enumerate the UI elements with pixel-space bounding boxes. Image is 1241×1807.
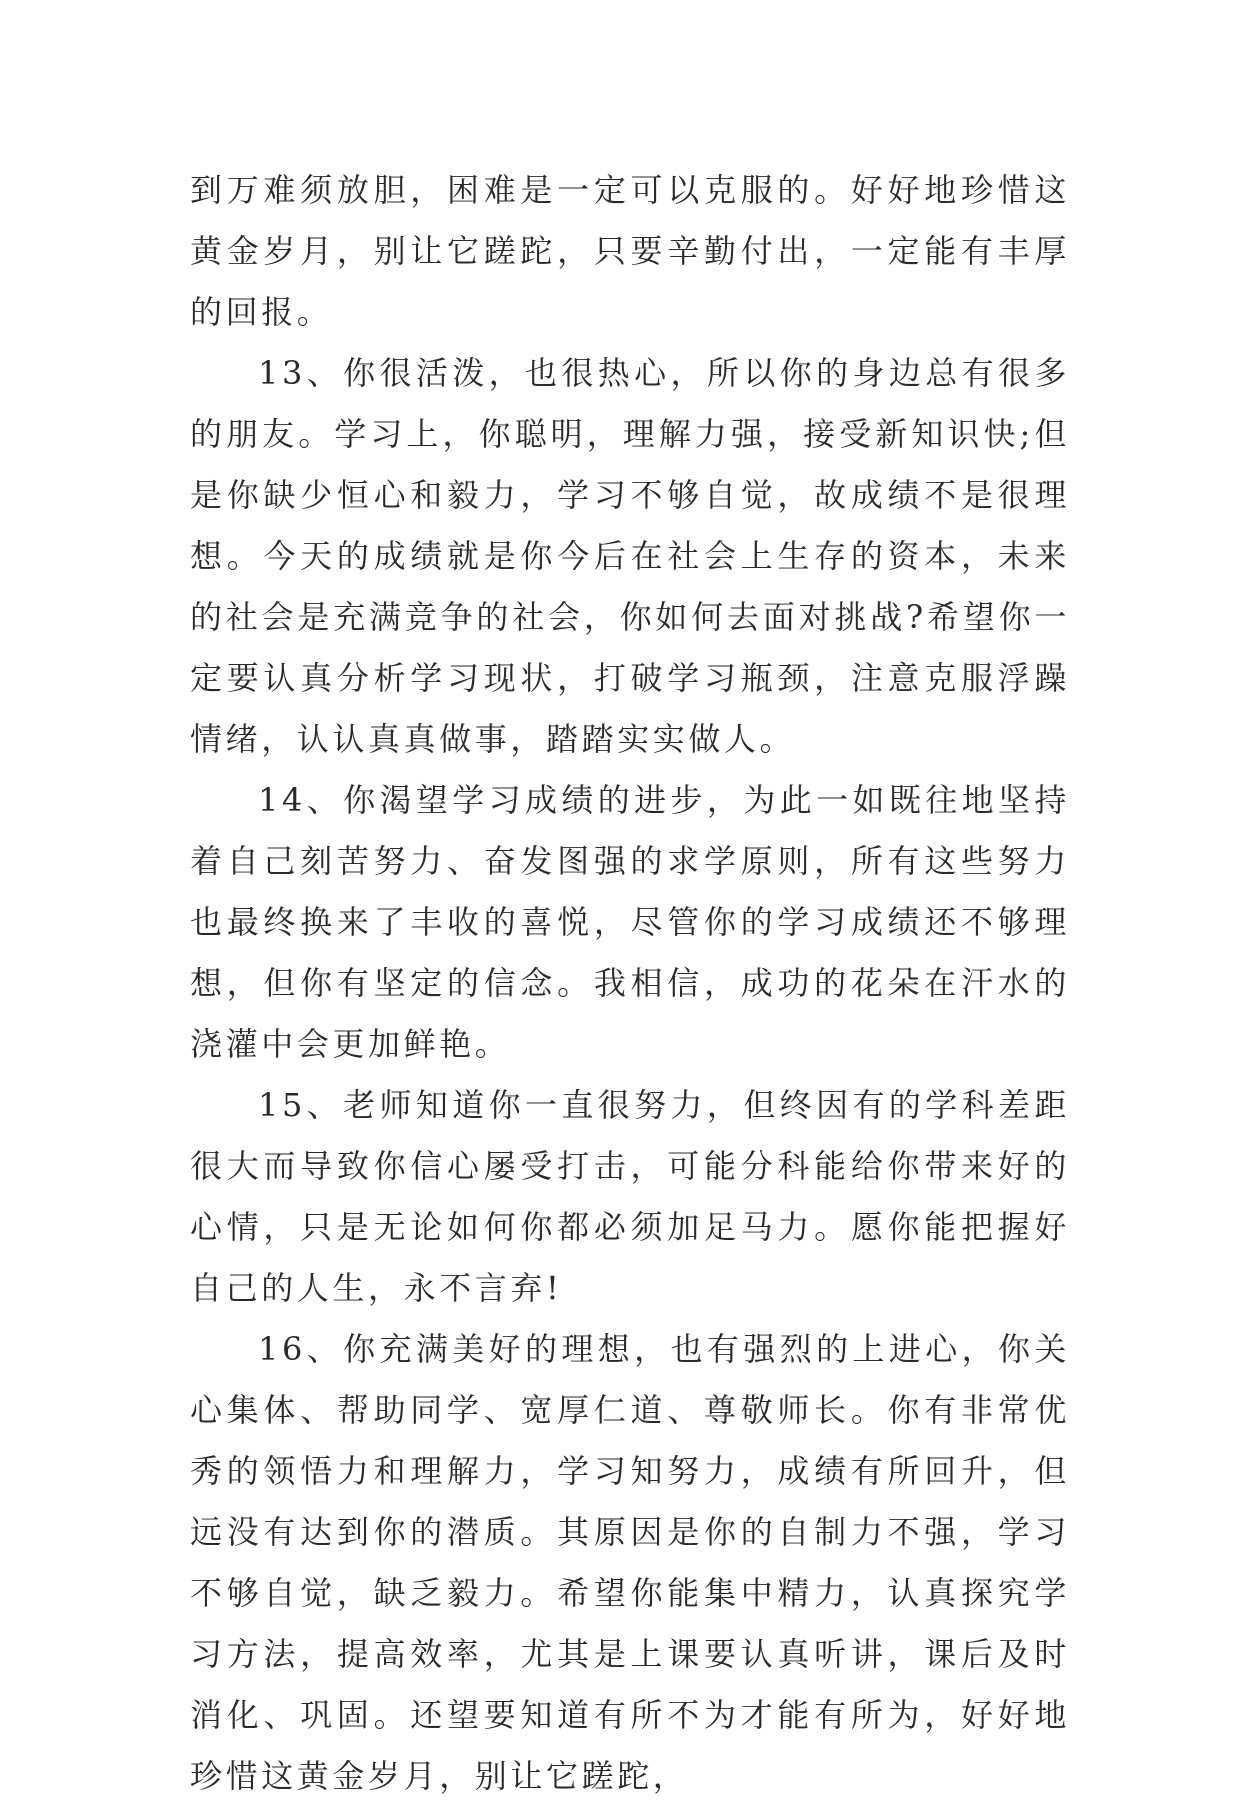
document-body — [190, 160, 1070, 1807]
paragraph-12-continued: 到万难须放胆，困难是一定可以克服的。好好地珍惜这黄金岁月，别让它蹉跎，只要辛勤付出，一定能有丰厚的回报。 — [190, 171, 1070, 331]
paragraph-14: 14、你渴望学习成绩的进步，为此一如既往地坚持着自己刻苦努力、奋发图强的求学原则，所有这些努力也最终换来了丰收的喜悦，尽管你的学习成绩还不够理想，但你有坚定的信念。我相信，成功的花朵在汗水的浇灌中会更加鲜艳。 — [190, 781, 1070, 1063]
paragraph-16: 16、你充满美好的理想，也有强烈的上进心，你关心集体、帮助同学、宽厚仁道、尊敬师长。你有非常优秀的领悟力和理解力，学习知努力，成绩有所回升，但远没有达到你的潜质。其原因是你的自制力不强，学习不够自觉，缺乏毅力。希望你能集中精力，认真探究学习方法，提高效率，尤其是上课要认真听讲，课后及时消化、巩固。还望要知道有所不为才能有所为，好好地珍惜这黄金岁月，别让它蹉跎， — [190, 1330, 1070, 1795]
paragraph-13: 13、你很活泼，也很热心，所以你的身边总有很多的朋友。学习上，你聪明，理解力强，接受新知识快;但是你缺少恒心和毅力，学习不够自觉，故成绩不是很理想。今天的成绩就是你今后在社会上生存的资本，未来的社会是充满竞争的社会，你如何去面对挑战?希望你一定要认真分析学习现状，打破学习瓶颈，注意克服浮躁情绪，认认真真做事，踏踏实实做人。 — [190, 354, 1070, 758]
paragraph-15: 15、老师知道你一直很努力，但终因有的学科差距很大而导致你信心屡受打击，可能分科能给你带来好的心情，只是无论如何你都必须加足马力。愿你能把握好自己的人生，永不言弃! — [190, 1086, 1070, 1307]
